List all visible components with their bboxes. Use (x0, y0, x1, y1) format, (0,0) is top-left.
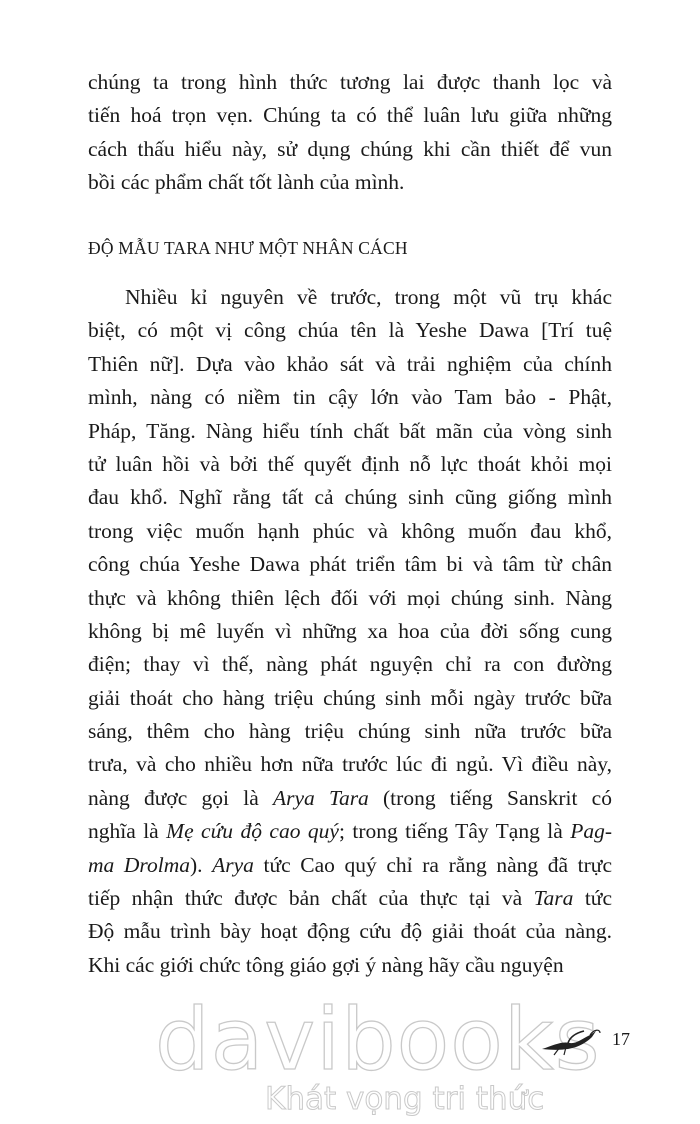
text-line (88, 314, 612, 347)
body-paragraph (88, 281, 612, 982)
text-line (88, 615, 612, 648)
text-segment: tức Cao quý chỉ ra rằng nàng đã trực (253, 852, 612, 877)
text-line (88, 815, 612, 848)
text-segment: tiếp nhận thức được bản chất của thực tại và (88, 886, 534, 911)
italic-term: Tara (533, 886, 574, 911)
text-line (88, 281, 612, 314)
text-segment: tử luân hồi và bởi thế quyết định nỗ lực thoát khỏi mọi (88, 451, 612, 476)
watermark-tagline: Khát vọng tri thức (265, 1081, 545, 1117)
text-line (88, 448, 612, 481)
text-segment: Độ mẫu trình bày hoạt động cứu độ giải thoát của nàng. (88, 919, 612, 944)
text-line (88, 882, 612, 915)
text-line (88, 682, 612, 715)
text-line (88, 415, 612, 448)
page-footer (540, 1025, 630, 1059)
text-line (88, 548, 612, 581)
text-segment: không bị mê luyến vì những xa hoa của đời sống cung (88, 618, 612, 643)
text-line (88, 348, 612, 381)
text-segment: mình, nàng có niềm tin cậy lớn vào Tam bảo - Phật, (88, 385, 612, 410)
text-line (88, 949, 612, 982)
text-segment: ; trong tiếng Tây Tạng là (338, 819, 571, 844)
text-segment: trong việc muốn hạnh phúc và không muốn đau khổ, (88, 518, 612, 543)
intro-paragraph (88, 66, 612, 200)
text-line (88, 849, 612, 882)
text-segment: Khi các giới chức tông giáo gợi ý nàng hãy cầu nguyện (88, 952, 564, 977)
text-line (88, 648, 612, 681)
text-segment: biệt, có một vị công chúa tên là Yeshe Dawa [Trí tuệ (88, 318, 612, 343)
text-segment: sáng, thêm cho hàng triệu chúng sinh nữa trước bữa (88, 719, 612, 744)
text-segment: trưa, và cho nhiều hơn nữa trước lúc đi ngủ. Vì điều này, (88, 752, 612, 777)
text-line (88, 748, 612, 781)
text-line (88, 782, 612, 815)
text-line (88, 582, 612, 615)
page-number: 17 (612, 1029, 630, 1049)
text-line (88, 715, 612, 748)
text-segment: điện; thay vì thế, nàng phát nguyện chỉ ra con đường (88, 652, 612, 677)
italic-term: Pag- (570, 819, 612, 844)
text-line: bồi các phẩm chất tốt lành của mình. (88, 170, 405, 195)
text-segment: ). (189, 852, 213, 877)
text-segment: công chúa Yeshe Dawa phát triển tâm bi và tâm từ chân (88, 552, 612, 577)
italic-term: Arya Tara (272, 785, 369, 810)
text-segment: (trong tiếng Sanskrit có (368, 785, 612, 810)
italic-term: Mẹ cứu độ cao quý (166, 819, 339, 844)
text-segment: thực và không thiên lệch đối với mọi chúng sinh. Nàng (88, 585, 612, 610)
watermark-brand: davibooks (155, 990, 601, 1090)
section-heading: ĐỘ MẪU TARA NHƯ MỘT NHÂN CÁCH (88, 238, 408, 258)
text-segment: đau khổ. Nghĩ rằng tất cả chúng sinh cũng giống mình (88, 485, 612, 510)
italic-term: ma Drolma (88, 852, 190, 877)
text-segment: nghĩa là (88, 819, 167, 844)
text-line (88, 481, 612, 514)
text-segment: Thiên nữ]. Dựa vào khảo sát và trải nghiệm của chính (88, 351, 612, 376)
text-line: tiến hoá trọn vẹn. Chúng ta có thể luân lưu giữa những (88, 103, 612, 128)
text-segment: tức (573, 886, 612, 911)
bird-ornament-icon (540, 1027, 602, 1057)
text-segment: Pháp, Tăng. Nàng hiểu tính chất bất mãn của vòng sinh (88, 418, 612, 443)
italic-term: Arya (212, 852, 254, 877)
text-segment: giải thoát cho hàng triệu chúng sinh mỗi ngày trước bữa (88, 685, 612, 710)
publisher-watermark (0, 990, 700, 1124)
text-line: chúng ta trong hình thức tương lai được thanh lọc và (88, 70, 612, 94)
text-line (88, 915, 612, 948)
text-line (88, 381, 612, 414)
text-segment: nàng được gọi là (88, 785, 273, 810)
text-segment: Nhiều kỉ nguyên về trước, trong một vũ trụ khác (125, 285, 612, 309)
text-line (88, 515, 612, 548)
text-line: cách thấu hiểu này, sử dụng chúng khi cần thiết để vun (88, 136, 612, 161)
